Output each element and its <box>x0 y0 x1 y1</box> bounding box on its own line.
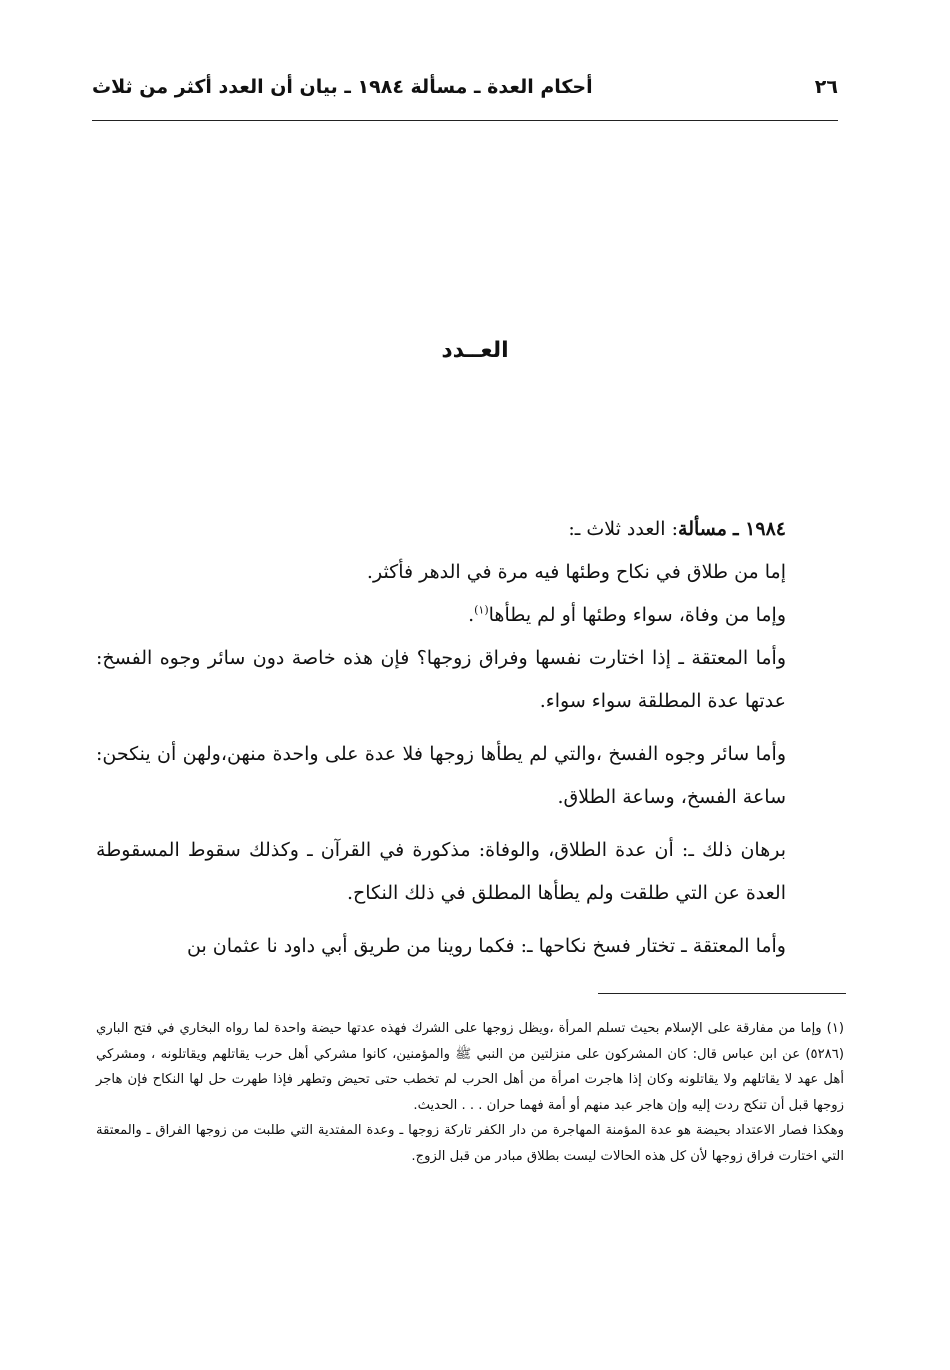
paragraph-death-end: . <box>468 604 475 626</box>
footnotes <box>96 1016 844 1169</box>
issue-text: : العدد ثلاث ـ: <box>568 518 679 540</box>
page-header <box>92 70 838 104</box>
running-title: أحكام العدة ـ مسألة ١٩٨٤ ـ بيان أن العدد أكثر من ثلاث <box>92 76 593 98</box>
paragraph-narration: وأما المعتقة ـ تختار فسخ نكاحها ـ: فكما روينا من طريق أبي داود نا عثمان بن <box>186 935 786 957</box>
paragraph-death-text: وإما من وفاة، سواء وطئها أو لم يطأها <box>488 604 786 626</box>
issue-heading <box>96 508 842 551</box>
footnote-divider <box>598 993 846 994</box>
chapter-title: العــدد <box>441 338 509 363</box>
footnote-1-continued: وهكذا فصار الاعتداد بحيضة هو عدة المؤمنة المهاجرة من دار الكفر تاركة زوجها ـ وعدة المفتدية التي طلبت من زوجها الفراق ـ والمعتقة التي اختارت فراق زوجها لأن كل هذه الحالات ليست بطلاق مبادر من قبل الزوج. <box>96 1123 844 1164</box>
paragraph-death <box>96 594 842 637</box>
issue-label: مسألة <box>678 518 727 540</box>
header-divider <box>92 120 838 121</box>
paragraph-freed-woman: وأما المعتقة ـ إذا اختارت نفسها وفراق زوجها؟ فإن هذه خاصة دون سائر وجوه الفسخ: عدتها عدة المطلقة سواء سواء. <box>96 647 786 712</box>
page-number: ٢٦ <box>814 76 838 98</box>
footnote-marker: (١) <box>474 603 489 617</box>
main-text <box>96 508 842 968</box>
issue-number: ١٩٨٤ ـ <box>732 518 786 540</box>
paragraph-annulment: وأما سائر وجوه الفسخ ،والتي لم يطأها زوجها فلا عدة على واحدة منهن،ولهن أن ينكحن: ساعة الفسخ، وساعة الطلاق. <box>96 743 786 808</box>
paragraph-divorce: إما من طلاق في نكاح وطئها فيه مرة في الدهر فأكثر. <box>366 561 786 583</box>
paragraph-proof: برهان ذلك ـ: أن عدة الطلاق، والوفاة: مذكورة في القرآن ـ وكذلك سقوط المسقوطة العدة عن التي طلقت ولم يطأها المطلق في ذلك النكاح. <box>96 839 786 904</box>
footnote-1: (١) وإما من مفارقة على الإسلام بحيث تسلم المرأة ،ويظل زوجها على الشرك فهذه عدتها حيضة واحدة لما رواه البخاري في فتح الباري (٥٢٨٦) عن ابن عباس قال: كان المشركون على منزلتين من النبي ﷺ والمؤمنين، كانوا مشركي أهل حرب يقاتلهم ويقاتلونه ، ومشركي أهل عهد لا يقاتلهم ولا يقاتلونه وكان إذا هاجرت امرأة من أهل الحرب لم تخطب حتى تحيض وتطهر فإذا طهرت حل لها النكاح فإن هاجر زوجها قبل أن تنكح ردت إليه وإن هاجر عبد منهم أو أمة فهما حران . . . الحديث. <box>96 1021 844 1113</box>
